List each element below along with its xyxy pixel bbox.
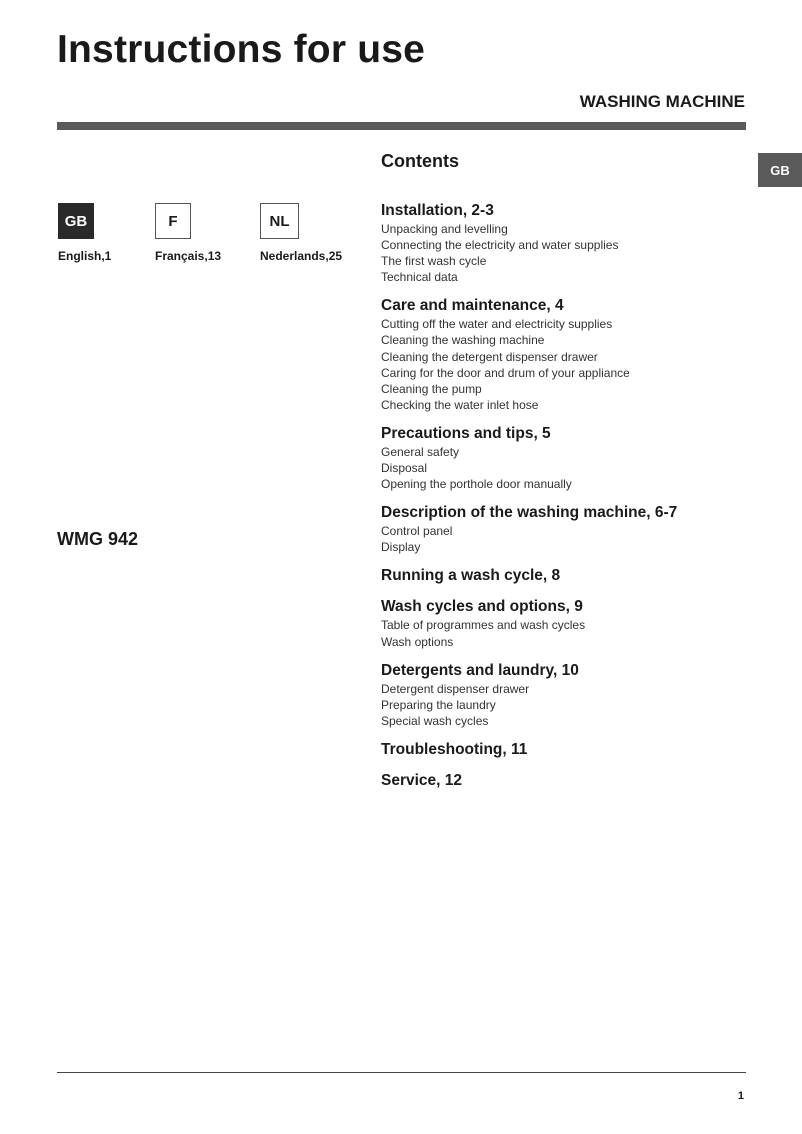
toc-subsection-item[interactable]: Opening the porthole door manually	[381, 477, 572, 492]
toc-section	[381, 597, 741, 649]
language-code-box: GB	[58, 203, 94, 239]
toc-section-title[interactable]: Detergents and laundry, 10	[381, 661, 579, 679]
toc-section-title[interactable]: Running a wash cycle, 8	[381, 567, 561, 585]
document-subtitle: WASHING MACHINE	[579, 92, 745, 111]
toc-subsection-item[interactable]: Special wash cycles	[381, 713, 489, 728]
toc-section-title[interactable]: Description of the washing machine, 6-7	[381, 504, 678, 522]
toc-section-title[interactable]: Troubleshooting, 11	[381, 740, 528, 758]
toc-section-title[interactable]: Precautions and tips, 5	[381, 424, 551, 442]
language-side-tab: GB	[758, 153, 802, 187]
language-option-gb[interactable]	[58, 203, 112, 263]
toc-section	[381, 503, 741, 555]
language-label: Nederlands,25	[260, 249, 343, 263]
toc-subsection-item[interactable]: Display	[381, 540, 421, 555]
toc-section-title[interactable]: Service, 12	[381, 771, 463, 789]
toc-subsection-item[interactable]: Caring for the door and drum of your appliance	[381, 365, 630, 380]
toc-subsection-item[interactable]: Connecting the electricity and water supplies	[381, 238, 619, 253]
toc-subsection-item[interactable]: Cleaning the detergent dispenser drawer	[381, 349, 598, 364]
toc-subsection-item[interactable]: Technical data	[381, 270, 458, 285]
toc-subsection-item[interactable]: Disposal	[381, 461, 428, 476]
language-code-box: NL	[260, 203, 299, 239]
toc-section	[381, 771, 741, 791]
language-label: Français,13	[155, 249, 222, 263]
table-of-contents	[381, 201, 741, 802]
toc-subsection-item[interactable]: Control panel	[381, 524, 453, 539]
model-number: WMG 942	[57, 529, 139, 549]
toc-subsection-item[interactable]: Detergent dispenser drawer	[381, 681, 530, 696]
page-number: 1	[737, 1090, 744, 1102]
toc-section	[381, 661, 741, 729]
toc-section	[381, 566, 741, 586]
contents-heading: Contents	[381, 151, 459, 171]
language-label: English,1	[58, 249, 112, 263]
language-option-nl[interactable]	[260, 203, 343, 263]
toc-section	[381, 740, 741, 760]
toc-subsection-item[interactable]: Cutting off the water and electricity supplies	[381, 317, 613, 332]
language-code-box: F	[155, 203, 191, 239]
toc-subsection-item[interactable]: Cleaning the pump	[381, 381, 482, 396]
toc-section-title[interactable]: Wash cycles and options, 9	[381, 598, 583, 616]
toc-section	[381, 201, 741, 285]
document-title: Instructions for use	[57, 28, 426, 71]
toc-section	[381, 424, 741, 492]
toc-section	[381, 296, 741, 413]
toc-subsection-item[interactable]: Checking the water inlet hose	[381, 397, 539, 412]
toc-section-title[interactable]: Care and maintenance, 4	[381, 297, 564, 315]
toc-subsection-item[interactable]: Unpacking and levelling	[381, 222, 508, 236]
language-option-f[interactable]	[155, 203, 222, 263]
toc-subsection-item[interactable]: The first wash cycle	[381, 254, 487, 269]
footer-divider	[57, 1072, 746, 1073]
toc-subsection-item[interactable]: General safety	[381, 444, 460, 459]
toc-section-title[interactable]: Installation, 2-3	[381, 202, 494, 219]
toc-subsection-item[interactable]: Cleaning the washing machine	[381, 333, 545, 348]
header-divider	[57, 122, 746, 130]
toc-subsection-item[interactable]: Wash options	[381, 634, 454, 649]
toc-subsection-item[interactable]: Table of programmes and wash cycles	[381, 618, 586, 633]
toc-subsection-item[interactable]: Preparing the laundry	[381, 697, 496, 712]
